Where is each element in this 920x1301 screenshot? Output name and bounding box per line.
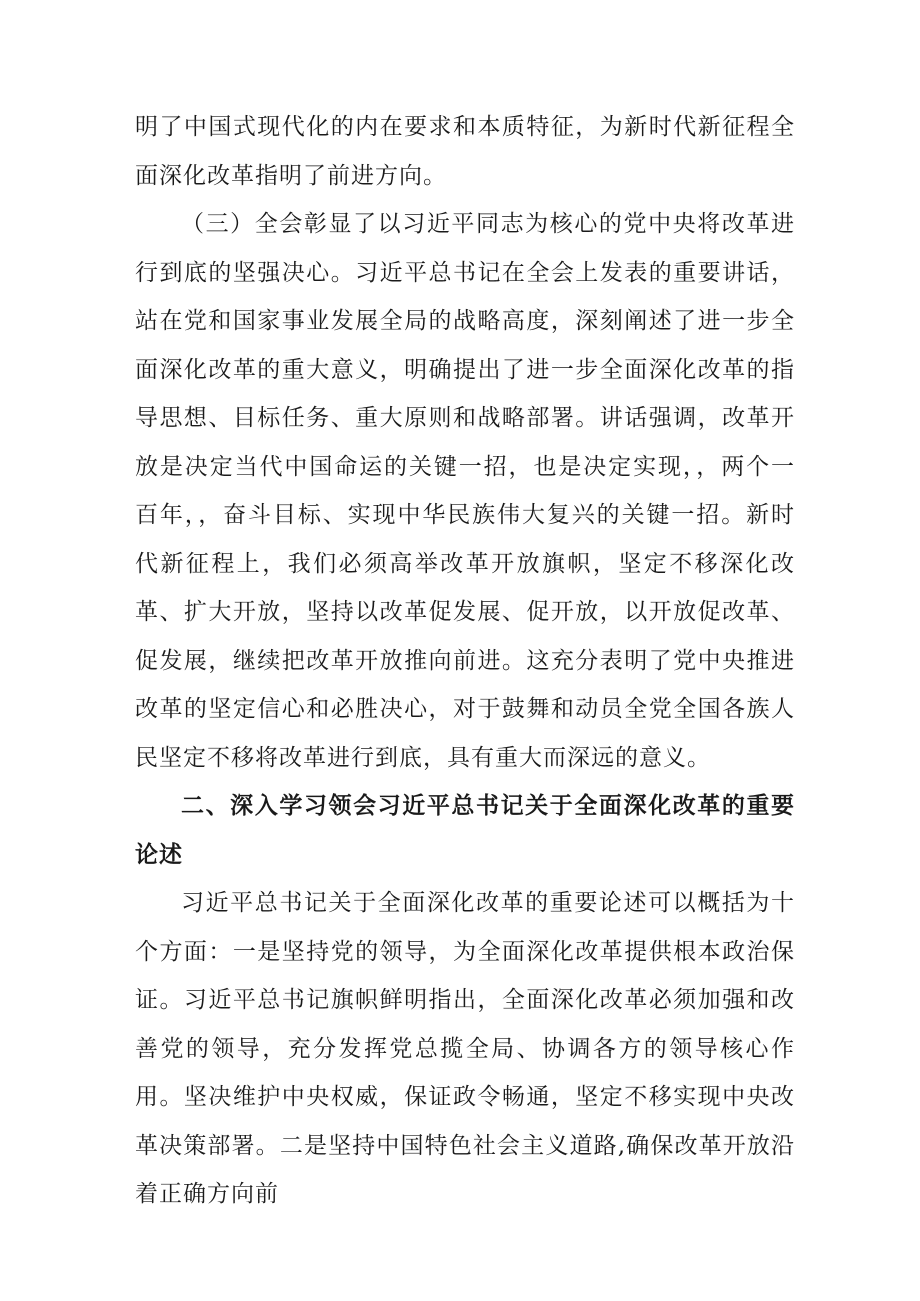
paragraph-continuation: 明了中国式现代化的内在要求和本质特征，为新时代新征程全面深化改革指明了前进方向。 [135, 114, 795, 189]
paragraph-ten-aspects: 习近平总书记关于全面深化改革的重要论述可以概括为十个方面：一是坚持党的领导，为全面深化改革提供根本政治保证。习近平总书记旗帜鲜明指出，全面深化改革必须加强和改善党的领导，充分发挥党总揽全局、协调各方的领导核心作用。坚决维护中央权威，保证政令畅通，坚定不移实现中央改革决策部署。二是坚持中国特色社会主义道路,确保改革开放沿着正确方向前 [135, 890, 795, 1207]
section-heading-two: 二、深入学习领会习近平总书记关于全面深化改革的重要论述 [135, 793, 795, 868]
document-body [135, 103, 795, 1219]
paragraph-section-three: （三）全会彰显了以习近平同志为核心的党中央将改革进行到底的坚强决心。习近平总书记在全会上发表的重要讲话，站在党和国家事业发展全局的战略高度，深刻阐述了进一步全面深化改革的重大意义，明确提出了进一步全面深化改革的指导思想、目标任务、重大原则和战略部署。讲话强调，改革开放是决定当代中国命运的关键一招，也是决定实现，，两个一百年，，奋斗目标、实现中华民族伟大复兴的关键一招。新时代新征程上，我们必须高举改革开放旗帜，坚定不移深化改革、扩大开放，坚持以改革促发展、促开放，以开放促改革、促发展，继续把改革开放推向前进。这充分表明了党中央推进改革的坚定信心和必胜决心，对于鼓舞和动员全党全国各族人民坚定不移将改革进行到底，具有重大而深远的意义。 [135, 211, 795, 771]
